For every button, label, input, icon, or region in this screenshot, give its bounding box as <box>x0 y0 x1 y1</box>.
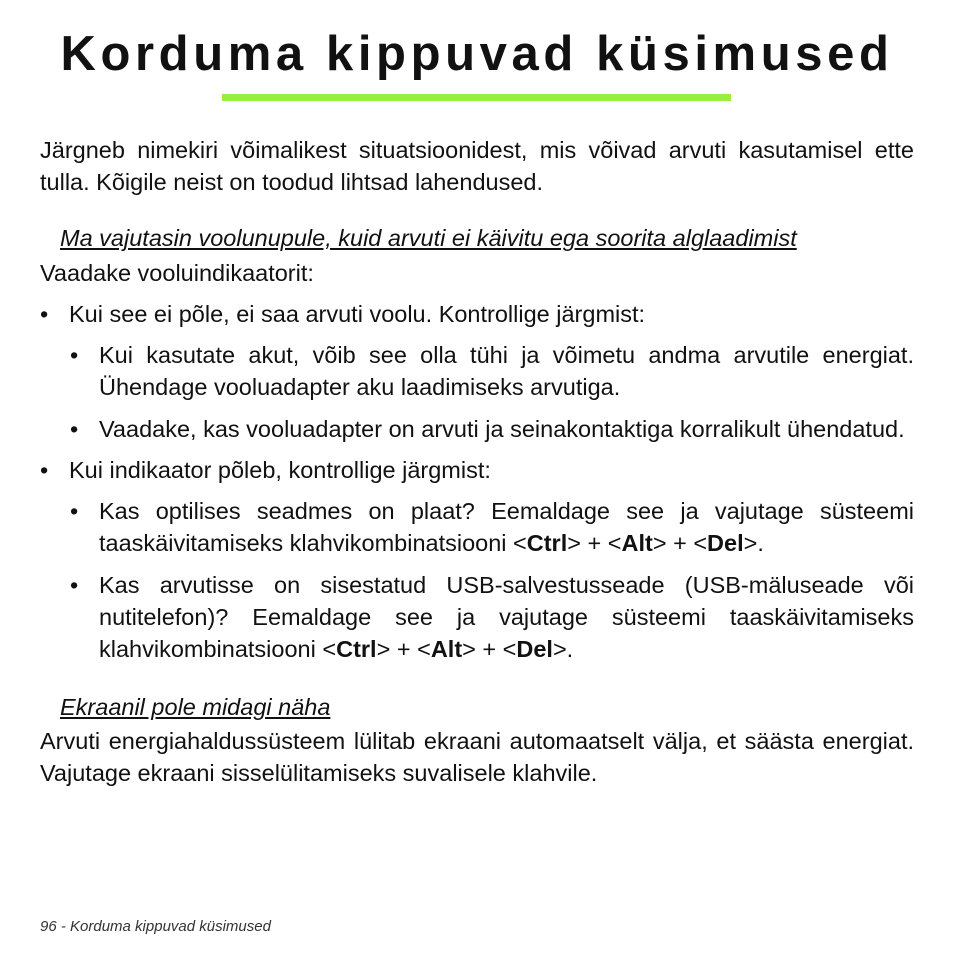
sub-list-item-text <box>99 572 914 662</box>
sub-list-item-text: Vaadake, kas vooluadapter on arvuti ja seinakontaktiga korralikult ühendatud. <box>99 416 905 442</box>
key-separator: > + < <box>567 530 622 556</box>
section-paragraph: Arvuti energiahaldussüsteem lülitab ekraani automaatselt välja, et säästa energiat. Vajutage ekraani sisselülitamiseks suvalisele klahvile. <box>40 728 914 786</box>
list-item-text: Kui indikaator põleb, kontrollige järgmist: <box>69 457 491 483</box>
bullet-glyph: • <box>40 457 49 483</box>
sub-list-item-text: Kui kasutate akut, võib see olla tühi ja võimetu andma arvutile energiat. Ühendage vooluadapter aku laadimiseks arvutiga. <box>99 342 914 400</box>
bullet-glyph: • <box>40 301 49 327</box>
section-heading-power: Ma vajutasin voolunupule, kuid arvuti ei käivitu ega soorita alglaadimist <box>60 225 797 251</box>
section-heading-display: Ekraanil pole midagi näha <box>60 694 331 720</box>
key-separator: > + < <box>462 636 517 662</box>
key-separator: > + < <box>376 636 431 662</box>
key-alt: Alt <box>430 636 463 662</box>
page-title: Korduma kippuvad küsimused <box>60 27 894 81</box>
sub-list-item <box>40 495 914 559</box>
list-item <box>40 454 914 486</box>
sub-list-item <box>40 413 914 445</box>
document-body <box>40 134 914 789</box>
intro-paragraph: Järgneb nimekiri võimalikest situatsioonidest, mis võivad arvuti kasutamisel ette tulla. Kõigile neist on toodud lihtsad lahendused. <box>40 137 914 195</box>
text-before-keys: Kas optilises seadmes on plaat? Eemaldage see ja vajutage süsteemi taaskäivitamiseks klahvikombinatsiooni < <box>99 498 914 556</box>
list-item-text: Kui see ei põle, ei saa arvuti voolu. Kontrollige järgmist: <box>69 301 646 327</box>
section-lead: Vaadake vooluindikaatorit: <box>40 260 314 286</box>
list-item <box>40 298 914 330</box>
sub-list-item <box>40 339 914 403</box>
key-del: Del <box>516 636 553 662</box>
title-underline-bar <box>222 94 731 101</box>
key-separator: > + < <box>652 530 708 556</box>
bullet-glyph: • <box>70 498 79 524</box>
bullet-glyph: • <box>70 342 79 368</box>
sub-list-item <box>40 569 914 665</box>
key-alt: Alt <box>621 530 653 556</box>
page-footer: 96 - Korduma kippuvad küsimused <box>40 918 271 935</box>
text-before-keys: Kas arvutisse on sisestatud USB-salvestusseade (USB-mäluseade või nutitelefon)? Eemaldage see ja vajutage süsteemi taaskäivitamiseks klahvikombinatsiooni < <box>99 572 914 662</box>
bullet-glyph: • <box>70 572 79 598</box>
key-ctrl: Ctrl <box>526 530 568 556</box>
key-del: Del <box>707 530 744 556</box>
bullet-glyph: • <box>70 416 79 442</box>
text-after-keys: >. <box>743 530 764 556</box>
key-ctrl: Ctrl <box>336 636 377 662</box>
sub-list-item-text <box>99 498 914 556</box>
text-after-keys: >. <box>552 636 574 662</box>
